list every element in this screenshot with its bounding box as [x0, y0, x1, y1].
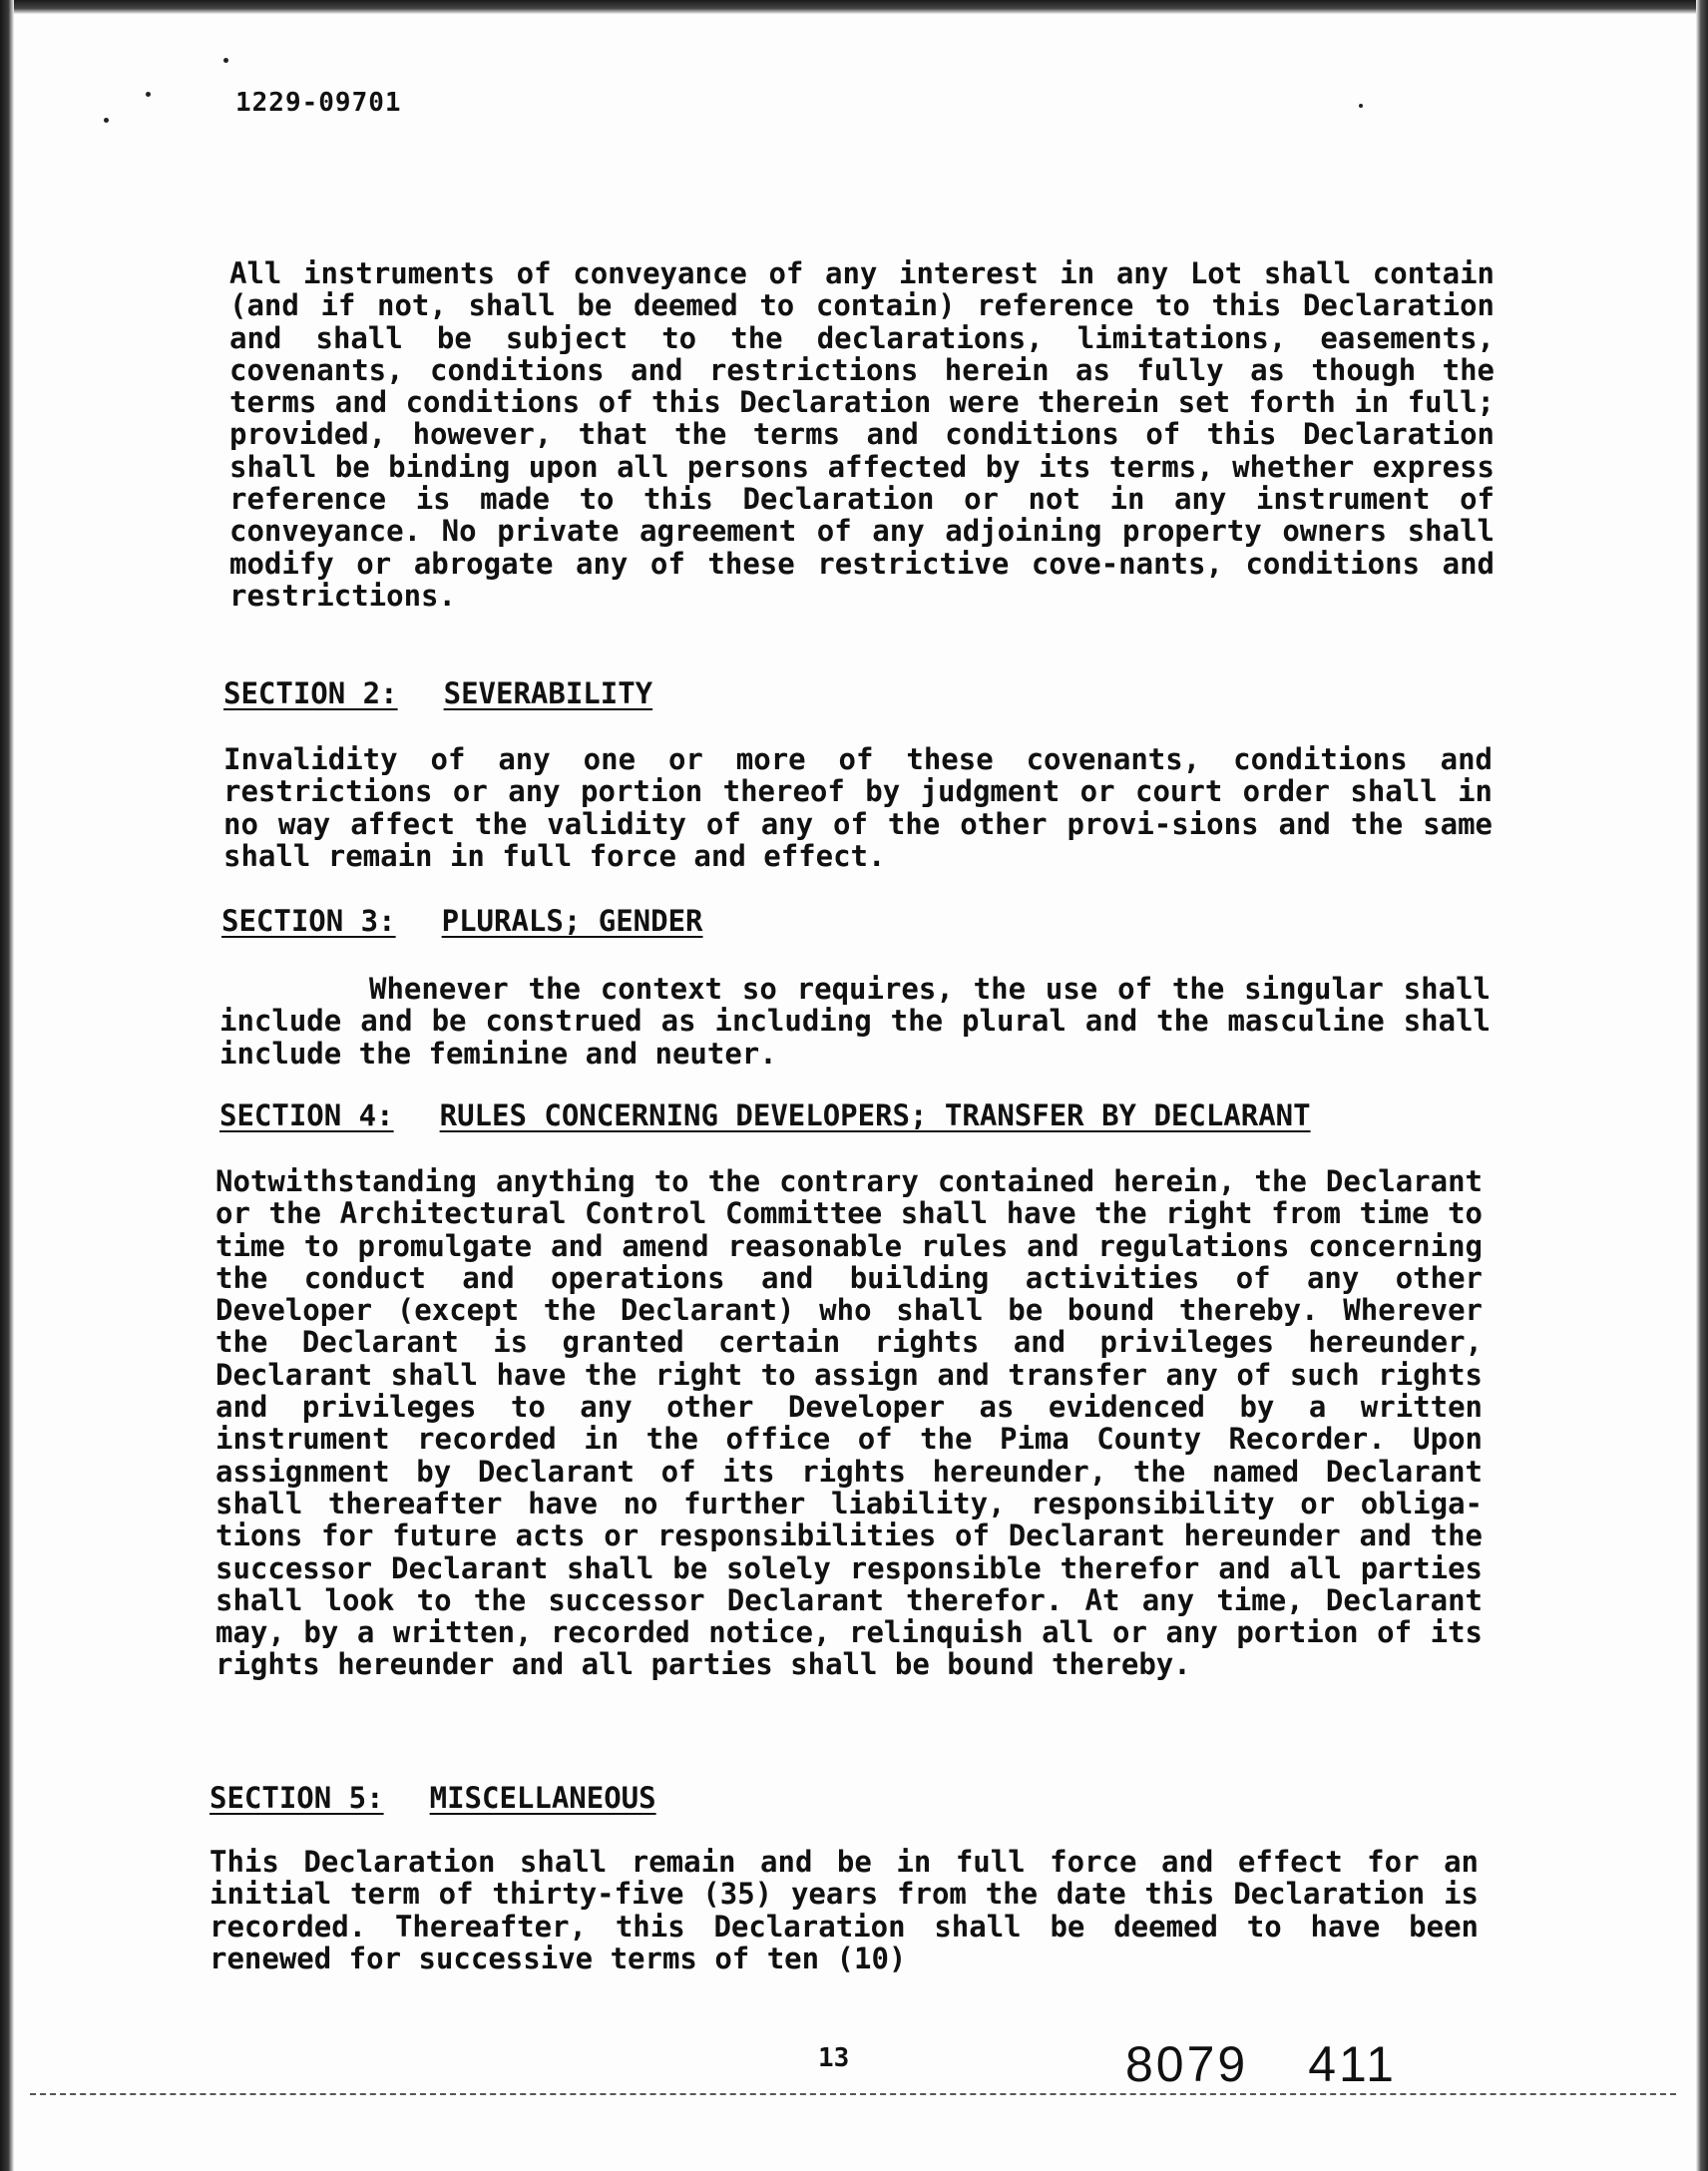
section-3-body: Whenever the context so requires, the use of the singular shall include and be construed as including the plural and the masculine shall include the feminine and neuter. [219, 972, 1491, 1071]
section-4-title: RULES CONCERNING DEVELOPERS; TRANSFER BY DECLARANT [439, 1098, 1311, 1132]
document-id: 1229-09701 [235, 88, 402, 118]
scan-speck [223, 58, 228, 63]
section-5-body: This Declaration shall remain and be in full force and effect for an initial term of thirty-five (35) years from the date this Declaration is recorded. Thereafter, this Declaration shall be deemed to have been renewed for successive terms of ten (10) [210, 1845, 1479, 1975]
section-2-body: Invalidity of any one or more of these covenants, conditions and restrictions or any portion thereof by judgment or court order shall in no way affect the validity of any of the other provi-sions and the same shall remain in full force and effect. [223, 742, 1493, 873]
scan-border-left [0, 0, 14, 2171]
scan-speck [1359, 104, 1363, 108]
section-5-title: MISCELLANEOUS [429, 1781, 656, 1815]
section-4-heading [219, 1098, 1311, 1132]
section-3-title: PLURALS; GENDER [441, 904, 703, 938]
footer-rule [30, 2093, 1676, 2095]
scan-border-right [1696, 0, 1708, 2171]
recorder-page: 411 [1308, 2036, 1397, 2092]
section-4-body: Notwithstanding anything to the contrary contained herein, the Declarant or the Architectural Control Committee shall have the right from time to time to promulgate and amend reasonable rules and regulations concerning the conduct and operations and building activities of any other Developer (except the Declarant) who shall be bound thereby. Wherever the Declarant is granted certain rights and privileges hereunder, Declarant shall have the right to assign and transfer any of such rights and privileges to any other Developer as evidenced by a written instrument recorded in the office of the Pima County Recorder. Upon assignment by Declarant of its rights hereunder, the named Declarant shall thereafter have no further liability, responsibility or obliga-tions for future acts or responsibilities of Declarant hereunder and the successor Declarant shall be solely responsible therefor and all parties shall look to the successor Declarant therefor. At any time, Declarant may, by a written, recorded notice, relinquish all or any portion of its rights hereunder and all parties shall be bound thereby. [215, 1164, 1483, 1682]
section-2-number: SECTION 2: [223, 676, 398, 710]
section-5-heading [210, 1781, 656, 1815]
section-2-title: SEVERABILITY [443, 676, 653, 710]
scan-speck [104, 118, 109, 123]
recorder-book: 8079 [1125, 2036, 1249, 2092]
section-2-heading [223, 676, 652, 710]
section-3-number: SECTION 3: [221, 904, 396, 938]
section-4-number: SECTION 4: [219, 1098, 394, 1132]
section-5-number: SECTION 5: [210, 1781, 384, 1815]
scan-border-top [0, 0, 1708, 14]
opening-paragraph: All instruments of conveyance of any interest in any Lot shall contain (and if not, shall be deemed to contain) reference to this Declaration and shall be subject to the declarations, limitations, easements, covenants, conditions and restrictions herein as fully as though the terms and conditions of this Declaration were therein set forth in full; provided, however, that the terms and conditions of this Declaration shall be binding upon all persons affected by its terms, whether express reference is made to this Declaration or not in any instrument of conveyance. No private agreement of any adjoining property owners shall modify or abrogate any of these restrictive cove-nants, conditions and restrictions. [229, 256, 1494, 613]
page-number: 13 [818, 2043, 850, 2073]
section-3-paragraph [219, 973, 1491, 1070]
section-3-heading [221, 904, 703, 938]
recorder-stamp [1125, 2035, 1397, 2093]
scan-speck [146, 92, 151, 97]
